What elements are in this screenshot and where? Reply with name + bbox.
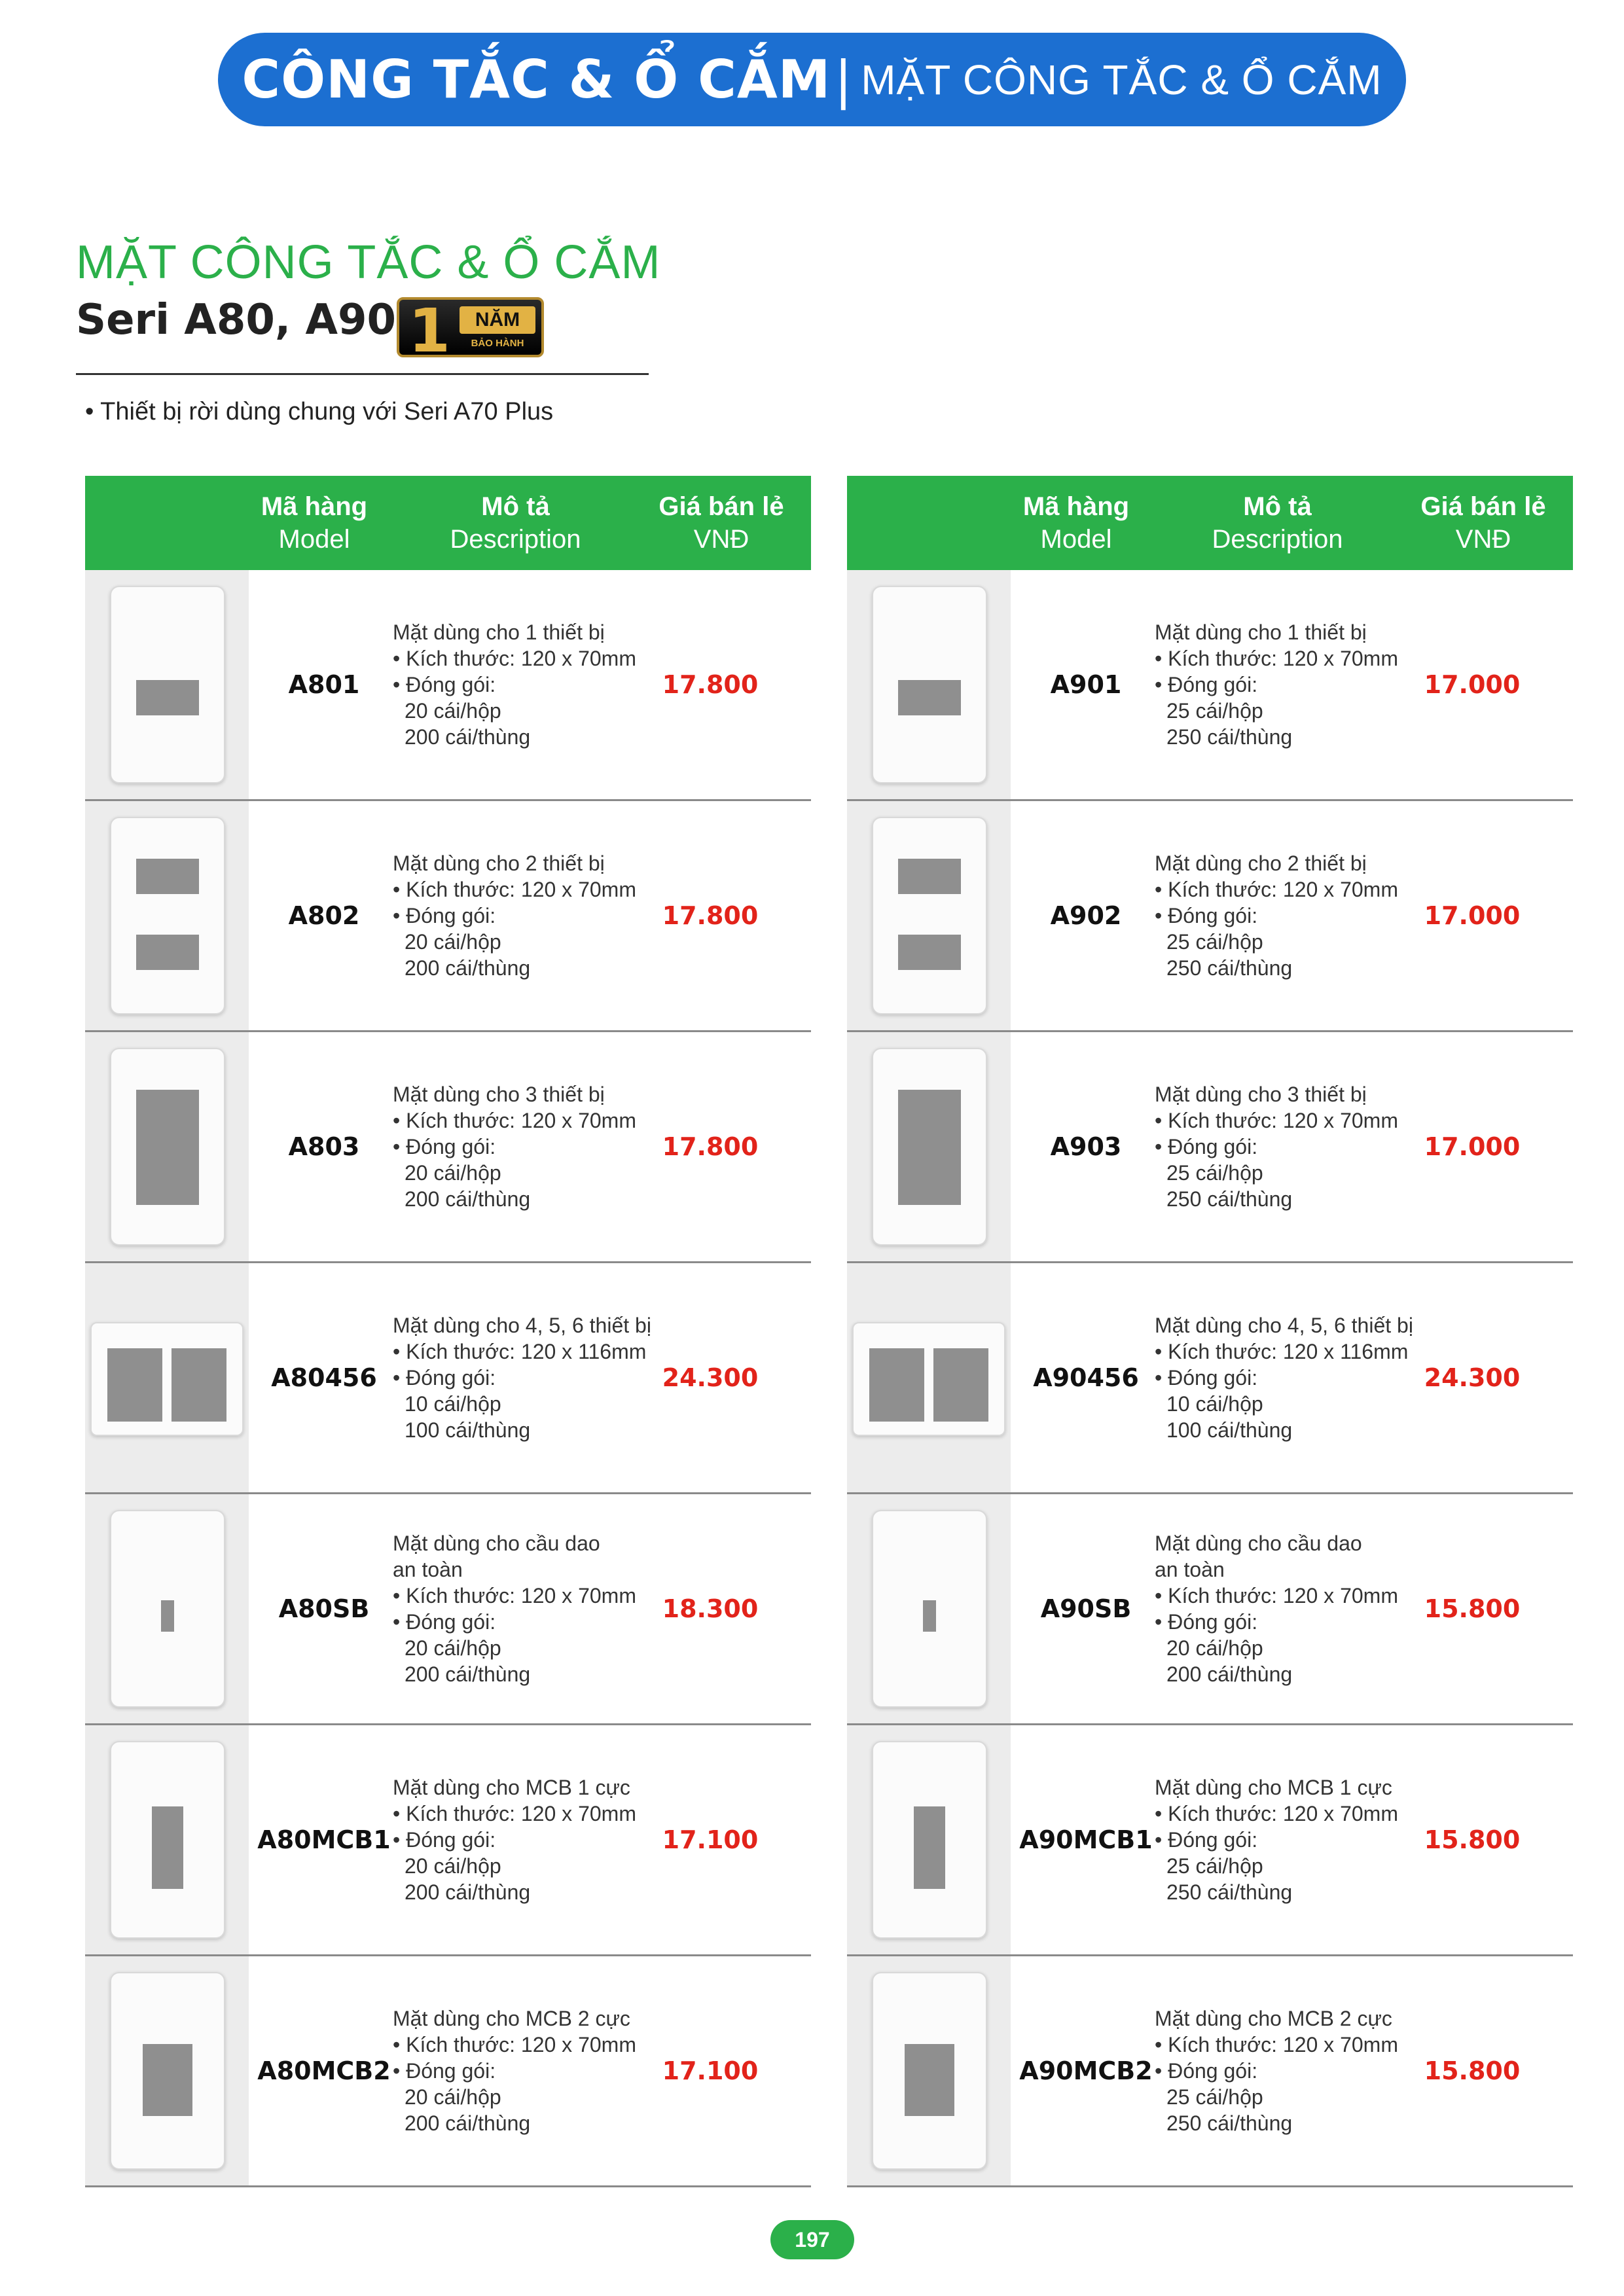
product-description [1155,801,1398,1030]
table-row [85,1032,811,1263]
switch-plate [852,1322,1005,1436]
retail-price: 17.000 [1424,1132,1521,1161]
description-line: • Kích thước: 120 x 70mm [393,1109,636,1132]
product-image [85,1725,249,1954]
description-line: Mặt dùng cho MCB 2 cực [1155,2007,1392,2030]
description-line: an toàn [393,1558,463,1581]
plate-opening [905,2044,954,2116]
plate-opening [898,935,961,970]
model-code: A80MCB1 [257,1825,391,1854]
description-line: 20 cái/hộp [405,699,501,723]
product-description [1155,1263,1413,1492]
description-line: • Kích thước: 120 x 70mm [1155,1584,1398,1607]
description-line: • Kích thước: 120 x 70mm [1155,647,1398,670]
plate-opening [136,1090,199,1205]
description-line: 250 cái/thùng [1166,1880,1293,1904]
description-line: • Kích thước: 120 x 116mm [393,1340,647,1363]
table-row [85,570,811,801]
description-line: 200 cái/thùng [405,1187,531,1211]
description-line: 10 cái/hộp [1166,1392,1263,1416]
description-line: 25 cái/hộp [1166,1161,1263,1185]
description-line: • Kích thước: 120 x 70mm [393,647,636,670]
description-line: • Kích thước: 120 x 70mm [1155,878,1398,901]
model-code: A90456 [1033,1363,1139,1392]
description-line: • Kích thước: 120 x 116mm [1155,1340,1409,1363]
table-header [847,476,1573,570]
description-line: • Đóng gói: [393,2059,496,2083]
page-number: 197 [770,2220,854,2259]
price-table-a90 [847,476,1573,2187]
product-description [393,1032,636,1261]
plate-opening [152,1806,183,1889]
product-image [847,1032,1011,1261]
retail-price: 15.800 [1424,2056,1521,2085]
model-code: A901 [1050,670,1122,699]
description-line: Mặt dùng cho cầu dao [393,1532,600,1555]
table-row [847,1725,1573,1956]
product-description [1155,1725,1398,1954]
description-line: 10 cái/hộp [405,1392,501,1416]
retail-price: 17.100 [662,1825,759,1854]
description-line: 200 cái/thùng [1166,1662,1293,1686]
retail-price: 24.300 [662,1363,759,1392]
description-line: 25 cái/hộp [1166,699,1263,723]
plate-opening [171,1348,226,1422]
description-line: 200 cái/thùng [405,1880,531,1904]
retail-price: 18.300 [662,1594,759,1623]
description-line: Mặt dùng cho 2 thiết bị [1155,852,1367,875]
plate-opening [136,680,199,715]
description-line: Mặt dùng cho MCB 1 cực [1155,1776,1392,1799]
table-row [847,801,1573,1032]
header-price: Giá bán lẻ VNĐ [1420,492,1546,554]
warranty-years: 1 [408,296,451,366]
switch-plate [90,1322,244,1436]
description-line: • Kích thước: 120 x 70mm [393,878,636,901]
description-line: • Đóng gói: [1155,1828,1258,1852]
description-line: • Đóng gói: [393,1610,496,1634]
description-line: Mặt dùng cho cầu dao [1155,1532,1362,1555]
description-line: 20 cái/hộp [405,1161,501,1185]
price-table-a80 [85,476,811,2187]
description-line: • Kích thước: 120 x 70mm [1155,2033,1398,2056]
section-note: • Thiết bị rời dùng chung với Seri A70 Plus [85,398,554,425]
table-body [85,570,811,2187]
table-row [847,1032,1573,1263]
product-image [85,1494,249,1723]
product-image [85,1263,249,1492]
plate-opening [914,1806,945,1889]
warranty-label: BẢO HÀNH [471,338,524,349]
description-line: 100 cái/thùng [1166,1418,1293,1442]
product-image [847,1263,1011,1492]
plate-opening [923,1600,936,1632]
banner-title: CÔNG TẮC & Ổ CẮM [242,49,831,110]
banner-subtitle: MẶT CÔNG TẮC & Ổ CẮM [861,56,1382,103]
product-description [393,1263,651,1492]
description-line: 20 cái/hộp [405,1854,501,1878]
table-row [85,1263,811,1494]
switch-plate [872,1510,987,1708]
description-line: • Đóng gói: [1155,1366,1258,1390]
plate-opening [869,1348,924,1422]
product-description [393,1494,636,1723]
model-code: A802 [288,901,360,930]
model-code: A80SB [278,1594,370,1623]
retail-price: 17.000 [1424,670,1521,699]
description-line: Mặt dùng cho 1 thiết bị [393,620,605,644]
product-image [85,1032,249,1261]
plate-opening [898,1090,961,1205]
retail-price: 17.800 [662,670,759,699]
description-line: • Đóng gói: [393,904,496,927]
model-code: A903 [1050,1132,1122,1161]
plate-opening [107,1348,162,1422]
model-code: A801 [288,670,360,699]
plate-opening [898,859,961,894]
product-description [393,570,636,799]
retail-price: 15.800 [1424,1594,1521,1623]
switch-plate [872,817,987,1014]
product-image [85,801,249,1030]
product-description [1155,570,1398,799]
product-image [85,570,249,799]
retail-price: 15.800 [1424,1825,1521,1854]
product-image [847,1725,1011,1954]
product-image [847,801,1011,1030]
description-line: • Đóng gói: [1155,673,1258,696]
retail-price: 17.800 [662,901,759,930]
description-line: • Đóng gói: [393,1366,496,1390]
description-line: • Đóng gói: [1155,1135,1258,1158]
description-line: 200 cái/thùng [405,1662,531,1686]
header-model: Mã hàng Model [1022,492,1130,554]
description-line: Mặt dùng cho 4, 5, 6 thiết bị [393,1314,651,1337]
description-line: • Kích thước: 120 x 70mm [1155,1802,1398,1825]
switch-plate [872,586,987,783]
table-body [847,570,1573,2187]
warranty-badge [397,296,544,366]
description-line: • Kích thước: 120 x 70mm [1155,1109,1398,1132]
plate-opening [136,859,199,894]
product-image [847,1956,1011,2185]
switch-plate [110,817,225,1014]
switch-plate [872,1972,987,2170]
model-code: A80MCB2 [257,2056,391,2085]
description-line: • Đóng gói: [1155,1610,1258,1634]
table-header [85,476,811,570]
plate-opening [898,680,961,715]
product-description [1155,1956,1398,2185]
switch-plate [110,1741,225,1939]
table-row [85,1956,811,2187]
switch-plate [110,1048,225,1246]
description-line: 20 cái/hộp [405,2085,501,2109]
description-line: • Đóng gói: [393,1828,496,1852]
description-line: • Kích thước: 120 x 70mm [393,1802,636,1825]
plate-opening [143,2044,192,2116]
switch-plate [110,586,225,783]
model-code: A90SB [1040,1594,1132,1623]
section-title: MẶT CÔNG TẮC & Ổ CẮM [76,236,661,289]
product-image [847,1494,1011,1723]
model-code: A90MCB1 [1019,1825,1153,1854]
model-code: A902 [1050,901,1122,930]
table-row [85,1494,811,1725]
retail-price: 24.300 [1424,1363,1521,1392]
description-line: Mặt dùng cho 4, 5, 6 thiết bị [1155,1314,1413,1337]
description-line: 200 cái/thùng [405,2111,531,2135]
plate-opening [933,1348,988,1422]
product-description [393,1956,636,2185]
description-line: 250 cái/thùng [1166,2111,1293,2135]
description-line: 20 cái/hộp [405,1636,501,1660]
table-row [85,1725,811,1956]
plate-opening [161,1600,174,1632]
description-line: 200 cái/thùng [405,956,531,980]
description-line: • Đóng gói: [393,1135,496,1158]
model-code: A803 [288,1132,360,1161]
description-line: 20 cái/hộp [405,930,501,954]
table-row [847,570,1573,801]
warranty-unit: NĂM [460,306,535,334]
header-price: Giá bán lẻ VNĐ [659,492,784,554]
description-line: • Kích thước: 120 x 70mm [393,2033,636,2056]
description-line: Mặt dùng cho MCB 2 cực [393,2007,630,2030]
description-line: 20 cái/hộp [1166,1636,1263,1660]
header-model: Mã hàng Model [261,492,368,554]
description-line: • Đóng gói: [1155,904,1258,927]
description-line: 200 cái/thùng [405,725,531,749]
model-code: A90MCB2 [1019,2056,1153,2085]
description-line: 250 cái/thùng [1166,956,1293,980]
description-line: • Đóng gói: [393,673,496,696]
switch-plate [110,1972,225,2170]
switch-plate [110,1510,225,1708]
product-image [847,570,1011,799]
banner-separator: | [836,48,851,110]
description-line: an toàn [1155,1558,1225,1581]
switch-plate [872,1048,987,1246]
section-divider [76,373,649,375]
description-line: Mặt dùng cho 2 thiết bị [393,852,605,875]
product-description [393,1725,636,1954]
product-description [1155,1494,1398,1723]
description-line: • Đóng gói: [1155,2059,1258,2083]
description-line: 250 cái/thùng [1166,725,1293,749]
description-line: Mặt dùng cho 1 thiết bị [1155,620,1367,644]
category-banner [218,33,1406,126]
description-line: Mặt dùng cho MCB 1 cực [393,1776,630,1799]
table-row [847,1263,1573,1494]
description-line: Mặt dùng cho 3 thiết bị [393,1083,605,1106]
table-row [847,1956,1573,2187]
retail-price: 17.100 [662,2056,759,2085]
header-description: Mô tả Description [450,492,581,554]
product-description [1155,1032,1398,1261]
retail-price: 17.800 [662,1132,759,1161]
section-series: Seri A80, A90 [76,296,397,344]
retail-price: 17.000 [1424,901,1521,930]
description-line: 25 cái/hộp [1166,1854,1263,1878]
product-image [85,1956,249,2185]
description-line: 25 cái/hộp [1166,2085,1263,2109]
table-row [847,1494,1573,1725]
description-line: Mặt dùng cho 3 thiết bị [1155,1083,1367,1106]
description-line: 100 cái/thùng [405,1418,531,1442]
description-line: • Kích thước: 120 x 70mm [393,1584,636,1607]
header-description: Mô tả Description [1212,492,1343,554]
description-line: 250 cái/thùng [1166,1187,1293,1211]
description-line: 25 cái/hộp [1166,930,1263,954]
plate-opening [136,935,199,970]
switch-plate [872,1741,987,1939]
product-description [393,801,636,1030]
model-code: A80456 [271,1363,377,1392]
table-row [85,801,811,1032]
